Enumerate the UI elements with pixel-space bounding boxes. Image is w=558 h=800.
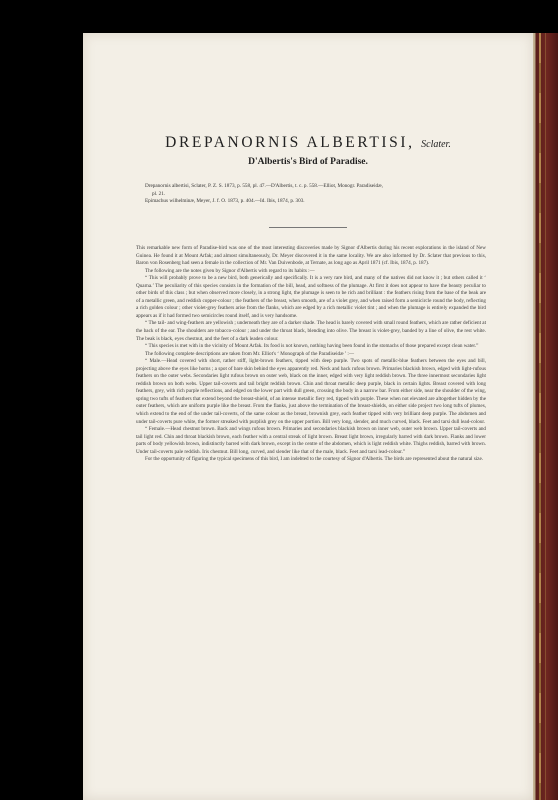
synonymy-block — [145, 183, 493, 206]
paragraph: “ This will probably prove to be a new bird, both generically and specifically. It is a very rare bird, and many of the natives did not know it ; but others called it ‘ Quarna.’ The peculiarity of this species consists in the formation of the bill, head, and softness of the plumage. At first it does not appear to have the beauty peculiar to other birds of this class ; but when observed more closely, in a strong light, the plumage is seen to be rich and brilliant : the feathers rising from the base of the beak are of a metallic green, and reddish copper-colour ; the feathers of the breast, when smooth, are of a violet grey, and when raised form a semicircle round the body, reflecting a rich golden colour ; other violet-grey feathers arise from the flanks, which are edged by a rich metallic violet tint ; and when the plumage is entirely expanded the bird appears as if it had formed two semicircles round itself, and is very handsome. — [136, 275, 486, 319]
paragraph: “ The tail- and wing-feathers are yellowish ; underneath they are of a darker shade. The head is barely covered with small round feathers, which are rather deficient at the back of the ear. The shoulders are tobacco-colour ; and under the throat black, blending into olive. The breast is violet-grey, banded by a line of olive, the rest white. The beak is black, eyes chestnut, and the feet of a dark leaden colour. — [136, 320, 486, 342]
paragraph: “ Female.—Head chestnut brown. Back and wings rufous brown. Primaries and secondaries blackish brown on inner web, outer web brown. Upper tail-coverts and tail light red. Chin and throat blackish brown, each feather with a central streak of light brown. Breast light brown, irregularly barred with dark brown. Flanks and lower parts of body yellowish brown, indistinctly barred with dark brown, except in the centre of the abdomen, which is light reddish white. Thighs reddish, barred with brown. Under tail-coverts pale reddish. Iris chestnut. Bill long, curved, and slender like that of the male, black. Feet and tarsi lead-colour.” — [136, 426, 486, 455]
paragraph: This remarkable new form of Paradise-bird was one of the most interesting discoveries made by Signor d'Albertis during his recent explorations in the island of New Guinea. He found it at Mount Arfak; and almost simultaneously, Dr. Meyer discovered it in the same locality. We are also informed by Dr. Sclater that previous to this, Baron von Rosenberg had seen a female in the collection of Mr. Van Duivenbode, at Ternate, as long ago as April 1871 (cf. Ibis, 1874, p. 187). — [136, 245, 486, 267]
synonymy-line: Epimachus wilhelminæ, Meyer, J. f. O. 1873, p. 404.—Id. Ibis, 1874, p. 303. — [145, 198, 305, 205]
paragraph: The following are the notes given by Signor d'Albertis with regard to its habits :— — [145, 267, 315, 274]
book-spine-edge — [533, 33, 558, 800]
species-name: DREPANORNIS ALBERTISI, — [165, 134, 415, 151]
separator-rule — [269, 227, 347, 228]
book-page — [83, 33, 533, 800]
body-text — [136, 245, 486, 464]
species-author: Sclater. — [421, 139, 451, 150]
synonymy-line: Drepanornis albertisi, Sclater, P. Z. S. 1873, p. 558, pl. 47.—D'Albertis, t. c. p. 558.—Elliot, Monogr. Paradiseidæ, — [145, 183, 383, 189]
paragraph: For the opportunity of figuring the typical specimens of this bird, I am indebted to the courtesy of Signor d'Albertis. The birds are represented about the natural size. — [145, 456, 484, 463]
paragraph: “ Male.—Head covered with short, rather stiff, light-brown feathers, tipped with deep purple. Two spots of metallic-blue feathers between the eyes and bill, projecting above the eyes like horns ; a spot of bare skin behind the eyes apparently red. Neck and back rufous brown. Primaries blackish brown, edged with light-rufous feathers on the outer webs. Secondaries light rufous brown on outer web, black on the inner, edged with very light reddish brown. The three innermost secondaries light reddish brown on both webs. Upper tail-coverts and tail bright reddish brown. Chin and throat metallic deep purple, black in certain lights. Breast covered with long feathers, grey, with rich purple reflections, and edged on the lower part with dull green, crossing the body in a narrow bar. From either side, near the shoulder of the wing, spring two tufts of feathers that extend beyond the breast-shield, of an intense metallic fiery red, tipped with purple. These when not elevated are altogether hidden by the outer feathers, which are uniform purple like the breast. From the flanks, just above the termination of the breast-shields, on either side project two long tufts of plumes, which extend to the end of the under tail-coverts, of the same colour as the breast, brownish grey, each feather tipped with very brilliant deep purple. The abdomen and under tail-coverts pure white, the former streaked with purplish grey on the upper portion. Bill very long, slender, and much curved, black. Feet and tarsi dull lead-colour. — [136, 358, 486, 425]
synonymy-line: pl. 21. — [152, 190, 166, 197]
species-title — [83, 134, 533, 152]
common-name: D'Albertis's Bird of Paradise. — [248, 157, 368, 167]
paragraph: “ This species is met with in the vicinity of Mount Arfak. Its food is not known, nothing having been found in the stomachs of those prepared except clean water.” — [145, 343, 479, 350]
paragraph: The following complete descriptions are taken from Mr. Elliot's ‘ Monograph of the Paradiseidæ ’ :— — [145, 350, 354, 357]
